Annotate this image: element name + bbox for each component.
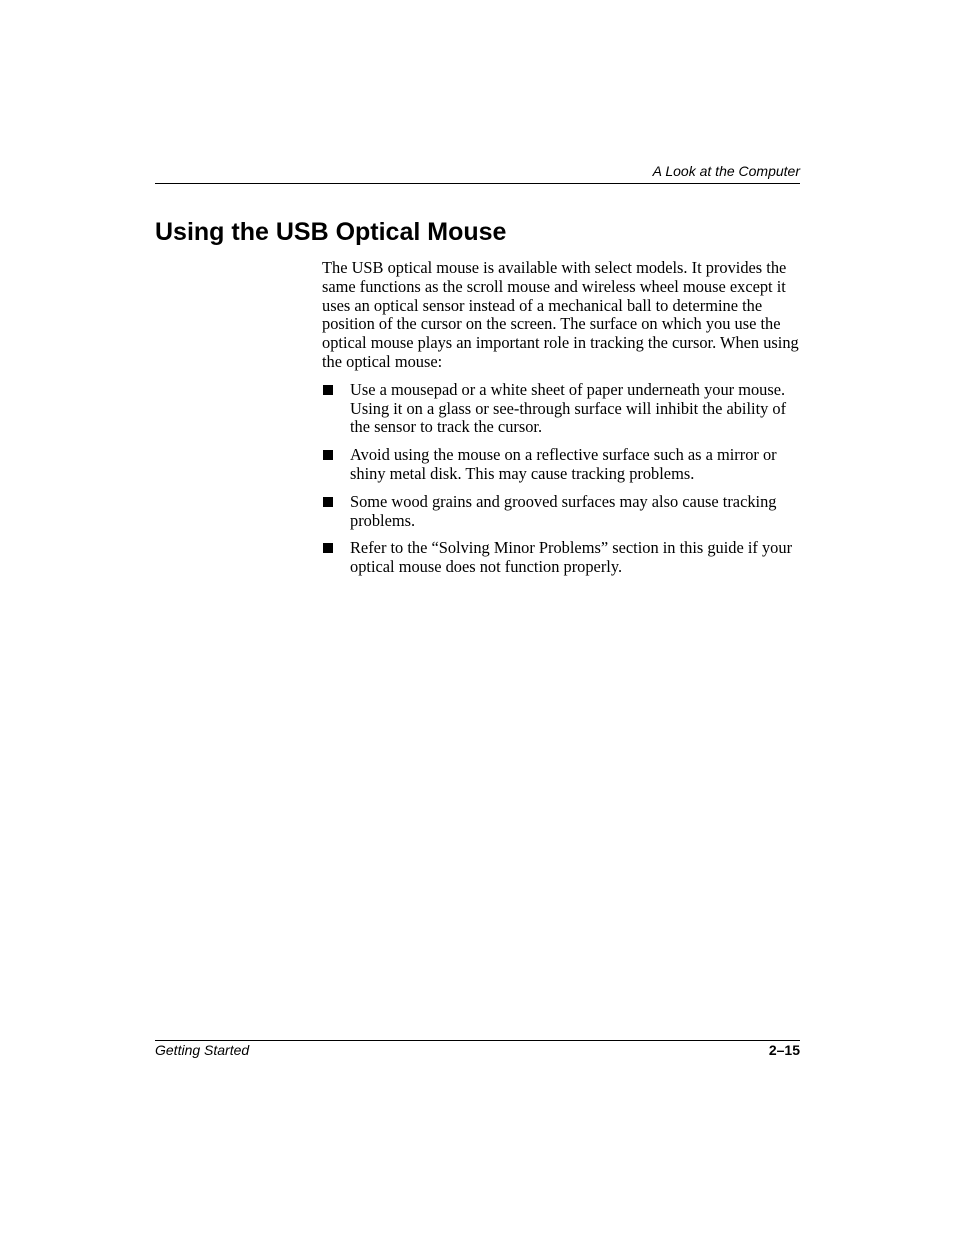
square-bullet-icon [323, 450, 333, 460]
bullet-list [322, 381, 800, 577]
footer-book-title: Getting Started [155, 1042, 250, 1058]
running-header: A Look at the Computer [652, 163, 800, 179]
list-item [322, 539, 800, 577]
list-item [322, 446, 800, 484]
square-bullet-icon [323, 497, 333, 507]
section-body [322, 259, 800, 586]
list-item-text: Avoid using the mouse on a reflective surface such as a mirror or shiny metal disk. This may cause tracking problems. [350, 445, 777, 483]
footer-rule [155, 1040, 800, 1041]
list-item [322, 493, 800, 531]
square-bullet-icon [323, 385, 333, 395]
list-item-text: Refer to the “Solving Minor Problems” section in this guide if your optical mouse does not function properly. [350, 538, 793, 577]
header-rule [155, 183, 800, 184]
square-bullet-icon [323, 543, 333, 553]
page-number: 2–15 [768, 1042, 800, 1058]
intro-paragraph: The USB optical mouse is available with select models. It provides the same functions as the scroll mouse and wireless wheel mouse except it uses an optical sensor instead of a mechanical ball to determine the position of the cursor on the screen. The surface on which you use the optical mouse plays an important role in tracking the cursor. When using the optical mouse: [322, 258, 799, 371]
list-item [322, 381, 800, 437]
section-title: Using the USB Optical Mouse [155, 218, 507, 246]
list-item-text: Use a mousepad or a white sheet of paper underneath your mouse. Using it on a glass or see-through surface will inhibit the ability of the sensor to track the cursor. [350, 379, 787, 437]
list-item-text: Some wood grains and grooved surfaces may also cause tracking problems. [350, 491, 777, 530]
